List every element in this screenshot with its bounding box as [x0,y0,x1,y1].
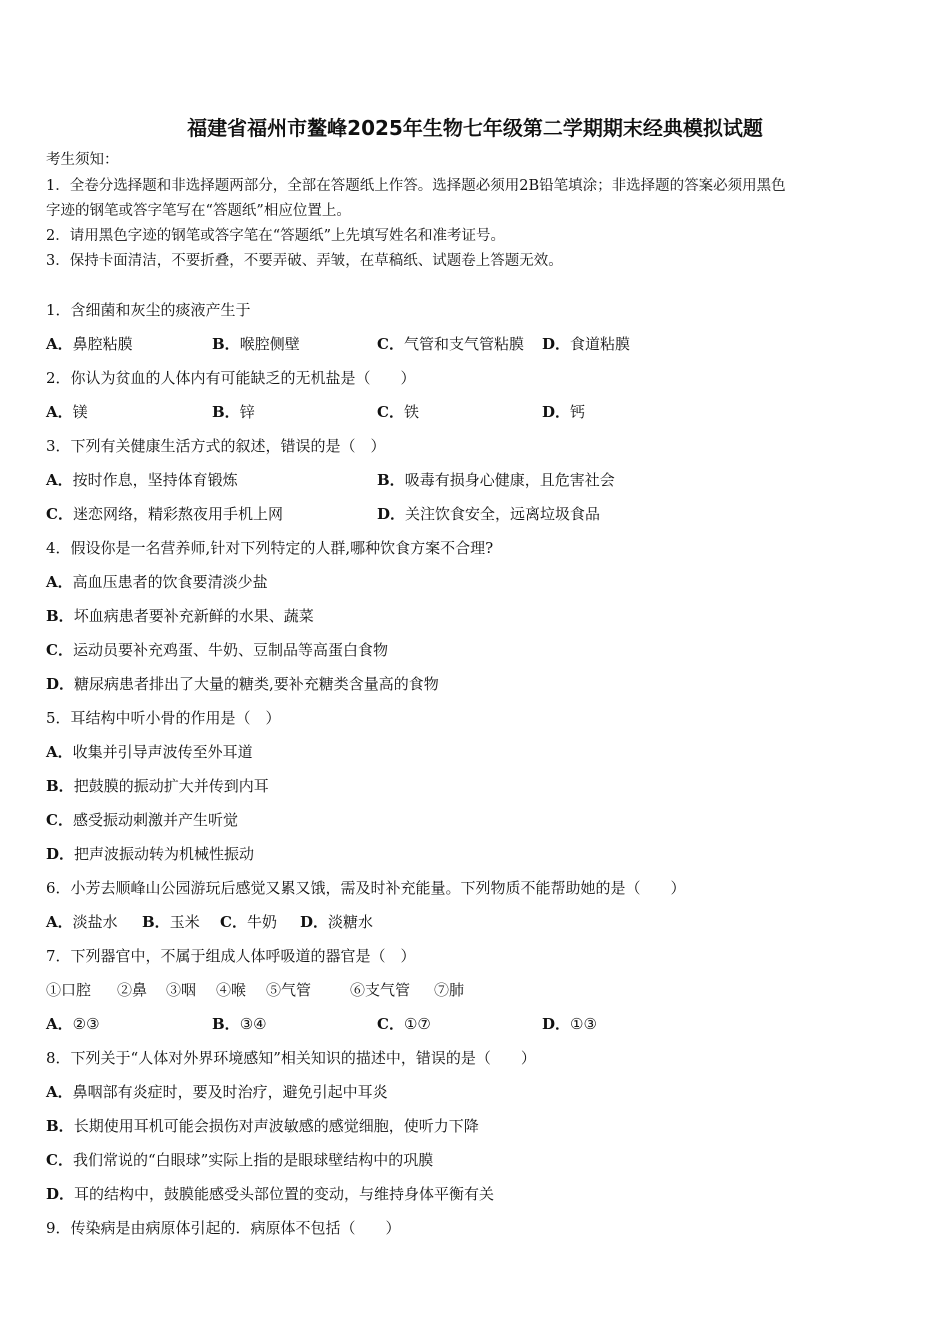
q8-option-a [46,1082,388,1102]
question-8-stem: 8．下列关于“人体对外界环境感知”相关知识的描述中，错误的是（ ） [46,1049,536,1067]
option-text: 淡盐水 [72,913,118,931]
option-text: 把声波振动转为机械性振动 [74,845,255,863]
option-text: 镁 [72,403,88,421]
option-label: D． [377,505,406,523]
q3-option-a [46,470,238,490]
option-text: ①③ [570,1015,597,1033]
option-text: 关注饮食安全，远离垃圾食品 [405,505,601,523]
option-label: D． [46,845,75,863]
q7-item: ①口腔 [46,981,92,999]
q7-item: ④喉 [216,981,247,999]
q5-option-c [46,810,238,830]
option-label: C． [46,811,73,829]
q5-option-d [46,844,254,864]
q7-item: ⑥支气管 [350,981,411,999]
q5-option-b [46,776,269,796]
option-text: 铁 [403,403,419,421]
q3-option-d [377,504,600,524]
notice-heading: 考生须知： [46,152,119,168]
option-text: 坏血病患者要补充新鲜的水果、蔬菜 [73,607,314,625]
q1-option-d [542,334,630,354]
q8-option-b [46,1116,479,1136]
option-text: 把鼓膜的振动扩大并传到内耳 [73,777,269,795]
q7-option-b [212,1014,267,1034]
q8-option-d [46,1184,494,1204]
option-text: 长期使用耳机可能会损伤对声波敏感的感觉细胞，使听力下降 [73,1117,479,1135]
q6-option-c [220,912,277,932]
q2-option-d [542,402,585,422]
option-text: 锌 [239,403,255,421]
q1-option-b [212,334,300,354]
option-label: B． [377,471,405,489]
option-label: D． [46,1185,75,1203]
q1-option-a [46,334,133,354]
option-label: B． [212,403,240,421]
exam-title: 福建省福州市鳌峰2025年生物七年级第二学期期末经典模拟试题 [187,116,763,140]
notice-line-2: 2．请用黑色字迹的钢笔或答字笔在“答题纸”上先填写姓名和准考证号。 [46,228,506,244]
option-label: C． [46,1151,73,1169]
option-text: ②③ [72,1015,100,1033]
q4-option-c [46,640,388,660]
q3-option-c [46,504,283,524]
notice-line-3: 3．保持卡面清洁，不要折叠，不要弄破、弄皱，在草稿纸、试题卷上答题无效。 [46,253,563,269]
option-label: B． [46,777,74,795]
option-text: 耳的结构中，鼓膜能感受头部位置的变动，与维持身体平衡有关 [74,1185,495,1203]
option-label: A． [46,1015,73,1033]
q7-item: ③咽 [166,981,197,999]
option-label: D． [542,1015,571,1033]
option-label: A． [46,573,73,591]
option-text: 我们常说的“白眼球”实际上指的是眼球壁结构中的巩膜 [72,1151,434,1169]
question-2-stem: 2．你认为贫血的人体内有可能缺乏的无机盐是（ ） [46,369,416,387]
option-label: A． [46,471,73,489]
option-text: 收集并引导声波传至外耳道 [72,743,253,761]
option-text: 运动员要补充鸡蛋、牛奶、豆制品等高蛋白食物 [72,641,388,659]
option-label: A． [46,913,73,931]
option-label: B． [142,913,170,931]
option-text: 鼻咽部有炎症时，要及时治疗，避免引起中耳炎 [72,1083,388,1101]
option-text: 淡糖水 [328,913,374,931]
option-label: D． [300,913,329,931]
option-label: A． [46,403,73,421]
q4-option-d [46,674,439,694]
option-text: 糖尿病患者排出了大量的糖类,要补充糖类含量高的食物 [74,675,439,693]
option-text: 高血压患者的饮食要清淡少盐 [72,573,268,591]
q3-option-b [377,470,615,490]
option-label: C． [377,403,404,421]
option-text: 按时作息，坚持体育锻炼 [72,471,238,489]
option-label: C． [377,1015,404,1033]
option-label: D． [46,675,75,693]
option-label: D． [542,403,571,421]
question-1-stem: 1．含细菌和灰尘的痰液产生于 [46,301,251,319]
option-text: 喉腔侧壁 [239,335,300,353]
notice-line-1b: 字迹的钢笔或答字笔写在“答题纸”相应位置上。 [46,203,351,219]
option-text: 食道粘膜 [570,335,631,353]
question-5-stem: 5．耳结构中听小骨的作用是（ ） [46,709,281,727]
option-text: 吸毒有损身心健康，且危害社会 [404,471,615,489]
q1-option-c [377,334,524,354]
question-3-stem: 3．下列有关健康生活方式的叙述，错误的是（ ） [46,437,386,455]
option-label: B． [212,335,240,353]
q7-item: ②鼻 [117,981,148,999]
option-label: C． [220,913,247,931]
q7-item: ⑤气管 [266,981,312,999]
option-text: 迷恋网络，精彩熬夜用手机上网 [72,505,283,523]
q7-item: ⑦肺 [434,981,465,999]
q7-option-a [46,1014,100,1034]
option-label: C． [377,335,404,353]
option-label: A． [46,335,73,353]
question-4-stem: 4．假设你是一名营养师,针对下列特定的人群,哪种饮食方案不合理? [46,539,494,557]
q6-option-a [46,912,118,932]
q4-option-b [46,606,314,626]
q6-option-d [300,912,373,932]
question-9-stem: 9．传染病是由病原体引起的．病原体不包括（ ） [46,1219,401,1237]
option-label: A． [46,743,73,761]
option-text: 玉米 [169,913,200,931]
option-text: ①⑦ [403,1015,431,1033]
q7-option-c [377,1014,431,1034]
option-text: 气管和支气管粘膜 [403,335,524,353]
q6-option-b [142,912,200,932]
q5-option-a [46,742,253,762]
option-label: A． [46,1083,73,1101]
option-text: ③④ [239,1015,267,1033]
option-label: D． [542,335,571,353]
q2-option-b [212,402,255,422]
notice-line-1a: 1．全卷分选择题和非选择题两部分，全部在答题纸上作答。选择题必须用2B铅笔填涂；非选择题的答案必须用黑色 [46,178,786,194]
option-label: C． [46,505,73,523]
q2-option-c [377,402,419,422]
option-label: C． [46,641,73,659]
q4-option-a [46,572,268,592]
q7-option-d [542,1014,597,1034]
question-7-stem: 7．下列器官中，不属于组成人体呼吸道的器官是（ ） [46,947,416,965]
option-text: 鼻腔粘膜 [72,335,133,353]
q2-option-a [46,402,88,422]
option-text: 牛奶 [246,913,277,931]
option-text: 感受振动刺激并产生听觉 [72,811,238,829]
option-label: B． [46,607,74,625]
option-label: B． [46,1117,74,1135]
q8-option-c [46,1150,433,1170]
option-text: 钙 [570,403,586,421]
option-label: B． [212,1015,240,1033]
question-6-stem: 6．小芳去顺峰山公园游玩后感觉又累又饿，需及时补充能量。下列物质不能帮助她的是（ ） [46,879,686,897]
